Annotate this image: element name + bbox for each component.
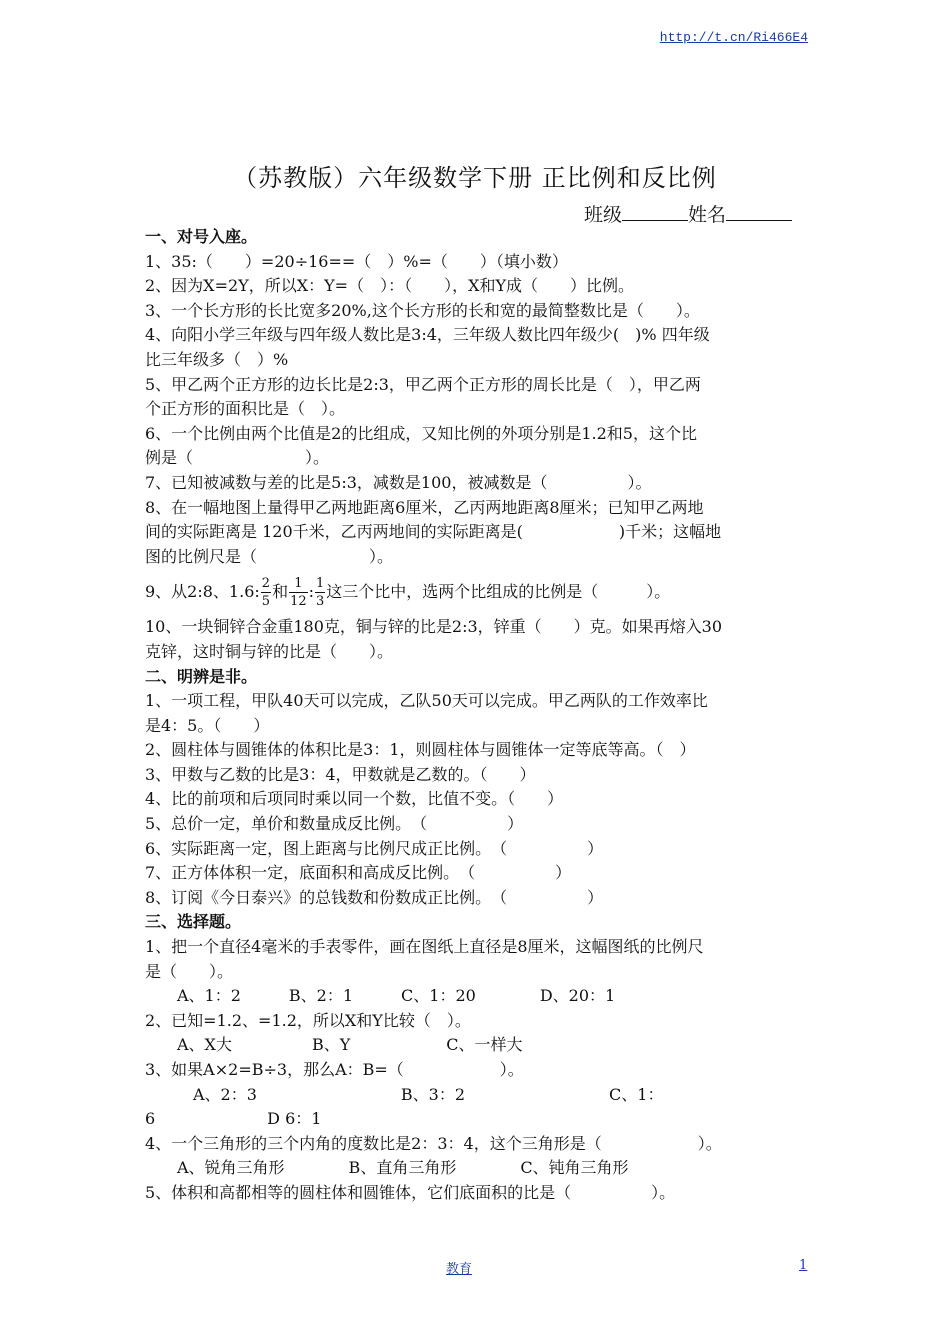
s1-q4-line2: 比三年级多（ ）% — [145, 349, 289, 369]
class-name-line — [584, 200, 792, 227]
s3-q5: 5、体积和高都相等的圆柱体和圆锥体，它们底面积的比是（ ）。 — [145, 1182, 676, 1202]
name-blank — [726, 202, 792, 221]
s1-q6-line1: 6、一个比例由两个比值是2的比组成，又知比例的外项分别是1.2和5，这个比 — [145, 423, 697, 443]
s3-q4: 4、一个三角形的三个内角的度数比是2：3：4，这个三角形是（ ）。 — [145, 1133, 722, 1153]
s3-q3: 3、如果A×2=B÷3，那么A：B=（ ）。 — [145, 1060, 524, 1079]
section3-heading: 三、选择题。 — [145, 912, 242, 932]
s1-q4-line1: 4、向阳小学三年级与四年级人数比是3:4，三年级人数比四年级少( )% 四年级 — [145, 325, 710, 345]
q9-colon: : — [308, 582, 315, 602]
q9-and: 和 — [272, 582, 289, 602]
s1-q6-line2: 例是（ ）。 — [145, 448, 330, 468]
s1-q7: 7、已知被减数与差的比是5:3，减数是100，被减数是（ ）。 — [145, 472, 652, 492]
s2-q8: 8、订阅《今日泰兴》的总钱数和份数成正比例。 （ ） — [145, 887, 604, 907]
class-blank — [622, 202, 688, 221]
s1-q8-line1: 8、在一幅地图上量得甲乙两地距离6厘米，乙丙两地距离8厘米；已知甲乙两地 — [145, 497, 704, 517]
name-label: 姓名 — [688, 204, 727, 226]
footer-link[interactable]: 教育 — [446, 1262, 473, 1277]
s1-q5-line1: 5、甲乙两个正方形的边长比是2:3，甲乙两个正方形的周长比是（ ），甲乙两 — [145, 374, 701, 394]
q9-f3-den: 3 — [316, 594, 325, 610]
s3-q1-line1: 1、把一个直径4毫米的手表零件，画在图纸上直径是8厘米，这幅图纸的比例尺 — [145, 937, 704, 957]
section1-heading: 一、对号入座。 — [145, 227, 258, 246]
s1-q10-line1: 10、一块铜锌合金重180克，铜与锌的比是2:3，锌重（ ）克。如果再熔入30 — [145, 617, 723, 637]
s3-q2-options: A、X大 B、Y C、一样大 — [145, 1035, 523, 1055]
q9-f1-den: 5 — [261, 594, 271, 610]
s3-q4-options: A、锐角三角形 B、直角三角形 C、钝角三角形 — [145, 1158, 629, 1178]
s2-q7: 7、正方体体积一定，底面积和高成反比例。 （ ） — [145, 863, 572, 883]
section2-heading: 二、明辨是非。 — [145, 666, 258, 686]
s1-q10-line2: 克锌，这时铜与锌的比是（ ）。 — [145, 641, 394, 661]
s3-q3-options-2: 6 D 6：1 — [145, 1109, 322, 1129]
s2-q6: 6、实际距离一定，图上距离与比例尺成正比例。 （ ） — [145, 838, 604, 858]
q9-fraction-2 — [289, 575, 308, 610]
q9-f2-num: 1 — [289, 575, 308, 593]
s1-q8-line3: 图的比例尺是（ ）。 — [145, 546, 394, 566]
s2-q1-line2: 是4：5。（ ） — [145, 715, 270, 735]
class-label: 班级 — [584, 204, 623, 226]
q9-fraction-3 — [315, 575, 325, 610]
q9-suffix: 这三个比中，选两个比组成的比例是（ ）。 — [326, 582, 671, 602]
page-number: 1 — [799, 1258, 808, 1273]
worksheet-body — [145, 225, 810, 1206]
s3-q1-options: A、1：2 B、2：1 C、1：20 D、20：1 — [145, 986, 616, 1006]
s1-q9 — [145, 569, 810, 615]
s1-q2: 2、因为X=2Y，所以X：Y=（ ）：（ ），X和Y成（ ）比例。 — [145, 276, 635, 296]
s2-q2: 2、圆柱体与圆锥体的体积比是3：1，则圆柱体与圆锥体一定等底等高。（ ） — [145, 740, 696, 760]
s2-q3: 3、甲数与乙数的比是3：4，甲数就是乙数的。（ ） — [145, 764, 536, 784]
s2-q4: 4、比的前项和后项同时乘以同一个数，比值不变。（ ） — [145, 789, 564, 809]
s3-q1-line2: 是（ ）。 — [145, 961, 234, 981]
page-title: （苏教版）六年级数学下册 正比例和反比例 — [233, 164, 717, 192]
q9-f2-den: 12 — [290, 594, 307, 610]
q9-prefix: 9、从2:8、1.6: — [145, 582, 260, 602]
q9-f1-num: 2 — [261, 576, 271, 592]
header-url-link[interactable]: http://t.cn/Ri466E4 — [659, 30, 808, 45]
s3-q3-options: A、2：3 B、3：2 C、1： — [145, 1084, 664, 1104]
s2-q1-line1: 1、一项工程，甲队40天可以完成，乙队50天可以完成。甲乙两队的工作效率比 — [145, 691, 708, 711]
s1-q5-line2: 个正方形的面积比是（ ）。 — [145, 399, 346, 419]
s1-q3: 3、一个长方形的长比宽多20%,这个长方形的长和宽的最简整数比是（ ）。 — [145, 300, 700, 320]
q9-fraction-1 — [261, 575, 271, 610]
s1-q8-line2: 间的实际距离是 120千米，乙丙两地间的实际距离是( )千米；这幅地 — [145, 522, 722, 542]
s3-q2: 2、已知=1.2、=1.2，所以X和Y比较（ ）。 — [145, 1010, 471, 1030]
s2-q5: 5、总价一定，单价和数量成反比例。 （ ） — [145, 814, 524, 834]
q9-f3-num: 1 — [316, 576, 325, 592]
s1-q1: 1、35:（ ）=20÷16==（ ）%=（ ）（填小数） — [145, 251, 568, 271]
